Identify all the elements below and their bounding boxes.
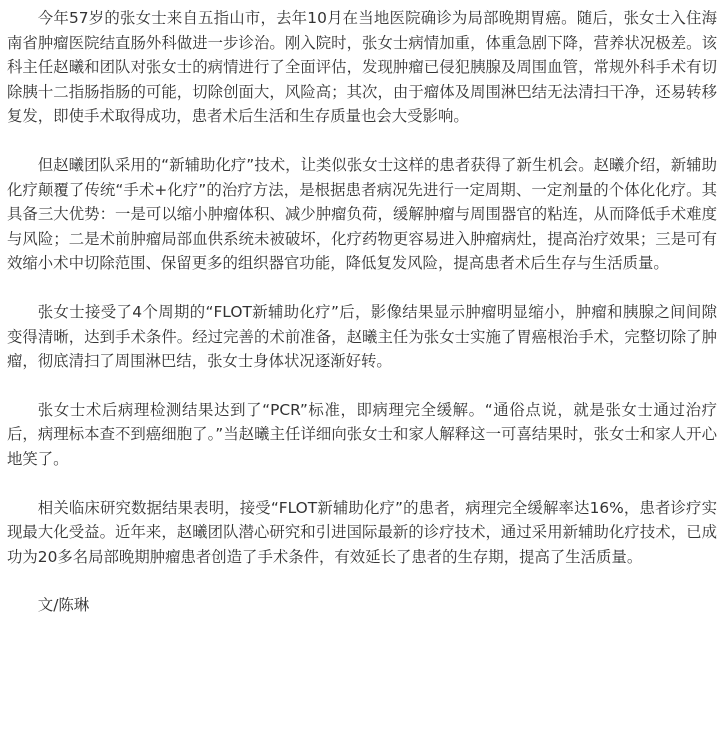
- article-body: [7, 6, 717, 618]
- paragraph-flot-treatment: 张女士接受了4个周期的“FLOT新辅助化疗”后，影像结果显示肿瘤明显缩小，肿瘤和胰腺之间间隙变得清晰，达到手术条件。经过完善的术前准备，赵曦主任为张女士实施了胃癌根治手术，完整切除了肿瘤，彻底清扫了周围淋巴结，张女士身体状况逐渐好转。: [7, 302, 717, 371]
- author-byline: 文/陈琳: [37, 596, 90, 615]
- paragraph-pcr-result: 张女士术后病理检测结果达到了“PCR”标准，即病理完全缓解。“通俗点说，就是张女士通过治疗后，病理标本查不到癌细胞了。”当赵曦主任详细向张女士和家人解释这一可喜结果时，张女士和家人开心地笑了。: [7, 400, 717, 468]
- paragraph-intro: 今年57岁的张女士来自五指山市，去年10月在当地医院确诊为局部晚期胃癌。随后，张女士入住海南省肿瘤医院结直肠外科做进一步诊治。刚入院时，张女士病情加重，体重急剧下降，营养状况极差。该科主任赵曦和团队对张女士的病情进行了全面评估，发现肿瘤已侵犯胰腺及周围血管，常规外科手术有切除胰十二指肠指肠的可能，切除创面大，风险高；其次，由于瘤体及周围淋巴结无法清扫干净，还易转移复发，即使手术取得成功，患者术后生活和生存质量也会大受影响。: [7, 9, 717, 126]
- paragraph-clinical-data: 相关临床研究数据结果表明，接受“FLOT新辅助化疗”的患者，病理完全缓解率达16%，患者诊疗实现最大化受益。近年来，赵曦团队潜心研究和引进国际最新的诊疗技术，通过采用新辅助化疗技术，已成功为20多名局部晚期肿瘤患者创造了手术条件，有效延长了患者的生存期，提高了生活质量。: [7, 498, 717, 566]
- paragraph-neoadjuvant-chemo: 但赵曦团队采用的“新辅助化疗”技术，让类似张女士这样的患者获得了新生机会。赵曦介绍，新辅助化疗颠覆了传统“手术+化疗”的治疗方法，是根据患者病况先进行一定周期、一定剂量的个体化化疗。其具备三大优势：一是可以缩小肿瘤体积、减少肿瘤负荷，缓解肿瘤与周围器官的粘连，从而降低手术难度与风险；二是术前肿瘤局部血供系统未被破坏，化疗药物更容易进入肿瘤病灶，提高治疗效果；三是可有效缩小术中切除范围、保留更多的组织器官功能，降低复发风险，提高患者术后生存与生活质量。: [7, 155, 717, 273]
